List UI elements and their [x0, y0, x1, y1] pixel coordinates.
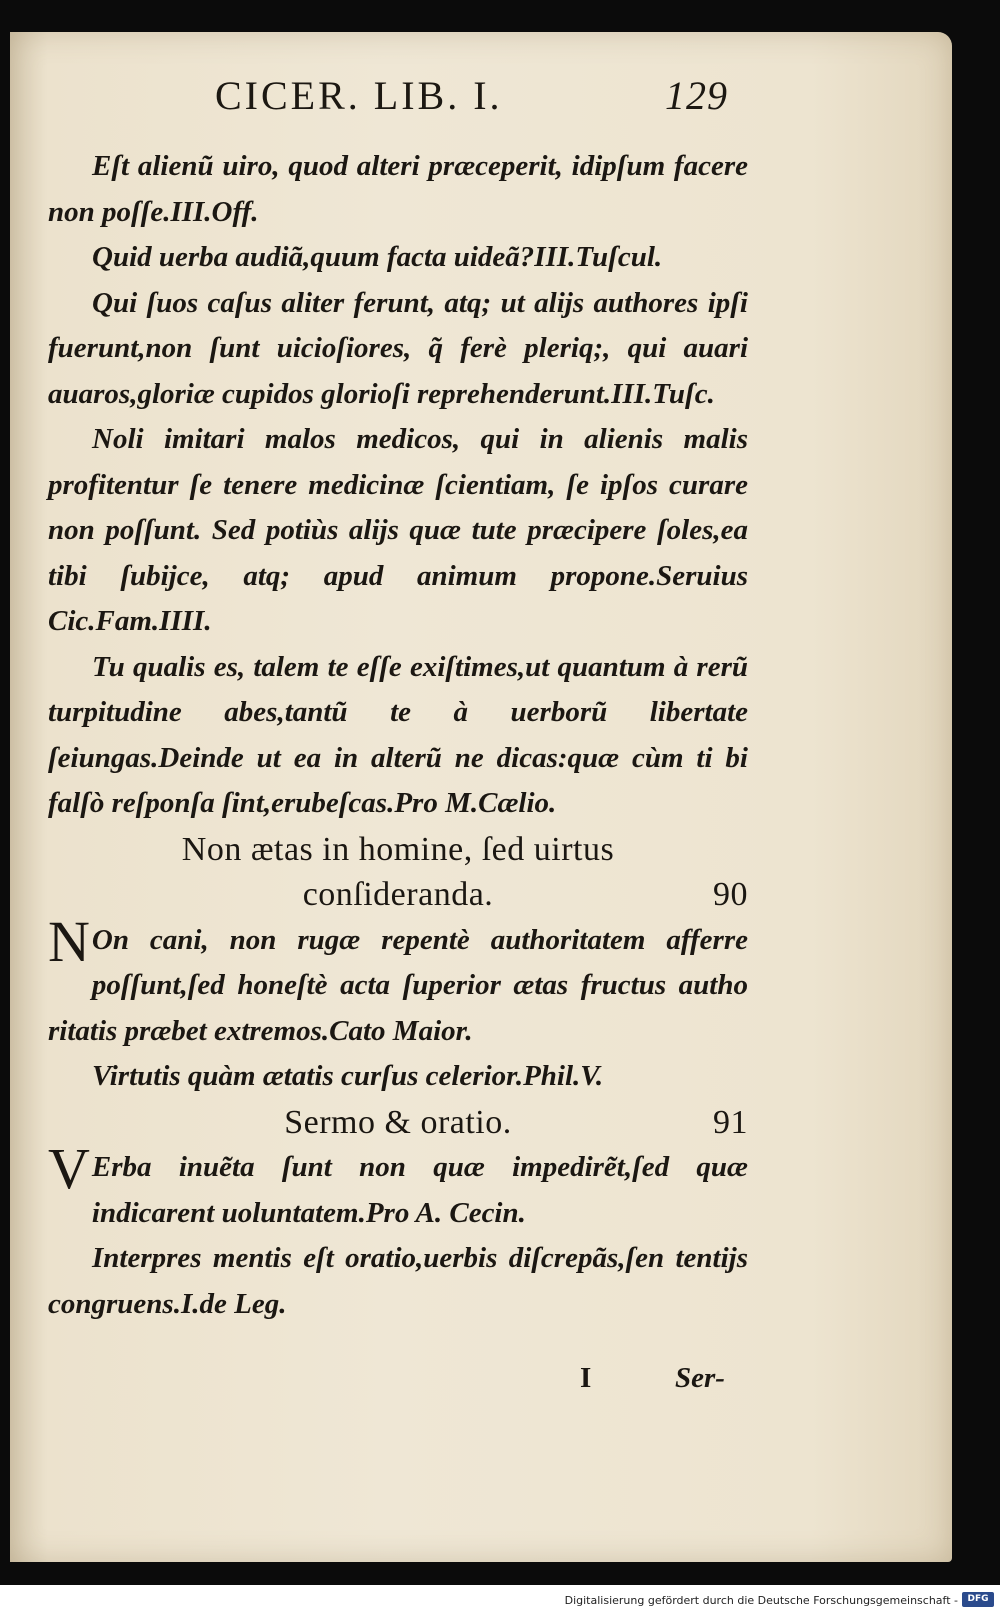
- running-title: CICER. LIB. I.: [215, 73, 503, 118]
- paragraph: Qui ſuos caſus aliter ferunt, atq; ut alijs authores ipſi fuerunt,non ſunt uicioſiores, q̃ ferè pleriq;, qui auari auaros,gloriæ cupidos glorioſi reprehenderunt.III.Tuſc.: [48, 286, 748, 410]
- paragraph: Quid uerba audiã,quum facta uideã?III.Tuſcul.: [92, 241, 663, 273]
- paragraph-text: On cani, non rugæ repentè authoritatem afferre poſſunt,ſed honeſtè acta ſuperior ætas fructus autho ritatis præbet extremos.Cato Maior.: [48, 923, 748, 1047]
- funding-notice: Digitalisierung gefördert durch die Deutsche Forschungsgemeinschaft -: [564, 1594, 958, 1607]
- section-number: 90: [713, 876, 748, 913]
- drop-capital: V: [48, 1136, 90, 1201]
- section-heading-line: Non ætas in homine, ſed uirtus: [181, 830, 615, 868]
- paragraph: Eſt alienũ uiro, quod alteri præceperit, idipſum facere non poſſe.III.Off.: [48, 150, 748, 228]
- catchline: [10, 1362, 952, 1412]
- section-heading-text: Sermo & oratio.: [284, 1103, 512, 1141]
- paragraph: Interpres mentis eſt oratio,uerbis diſcrepãs,ſen tentijs congruens.I.de Leg.: [48, 1242, 748, 1320]
- paragraph: [48, 1136, 748, 1236]
- signature-mark: I: [580, 1362, 592, 1394]
- paragraph-text: Erba inuẽta ſunt non quæ impedirẽt,ſed quæ indicarent uoluntatem.Pro A. Cecin.: [91, 1151, 748, 1229]
- paragraph: Tu qualis es, talem te eſſe exiſtimes,ut quantum à rerũ turpitudine abes,tantũ te à uerborũ libertate ſeiungas.Deinde ut ea in alterũ ne dicas:quæ cùm ti bi falſò reſponſa ſint,erubeſcas.Pro M.Cælio.: [48, 650, 748, 819]
- dfg-logo-icon: DFG: [962, 1592, 994, 1607]
- running-head: [10, 72, 952, 122]
- paragraph: Virtutis quàm ætatis curſus celerior.Phil.V.: [92, 1060, 604, 1092]
- paragraph: Noli imitari malos medicos, qui in alienis malis profitentur ſe tenere medicinæ ſcientiam, ſe ipſos curare non poſſunt. Sed potiùs alijs quæ tute præcipere ſoles,ea tibi ſubijce, atq; apud animum propone.Seruius Cic.Fam.IIII.: [48, 423, 748, 637]
- section-heading-line: [48, 1100, 748, 1146]
- catchword: Ser-: [675, 1362, 725, 1394]
- book-page: [10, 32, 952, 1562]
- page-number: 129: [665, 73, 728, 118]
- drop-capital: N: [48, 908, 90, 974]
- section-number: 91: [713, 1103, 748, 1141]
- text-block: [48, 144, 748, 1327]
- section-heading-line: [48, 872, 748, 918]
- paragraph: [48, 908, 748, 1055]
- section-heading-text: conſideranda.: [302, 876, 494, 913]
- footer-bar: [0, 1585, 1000, 1615]
